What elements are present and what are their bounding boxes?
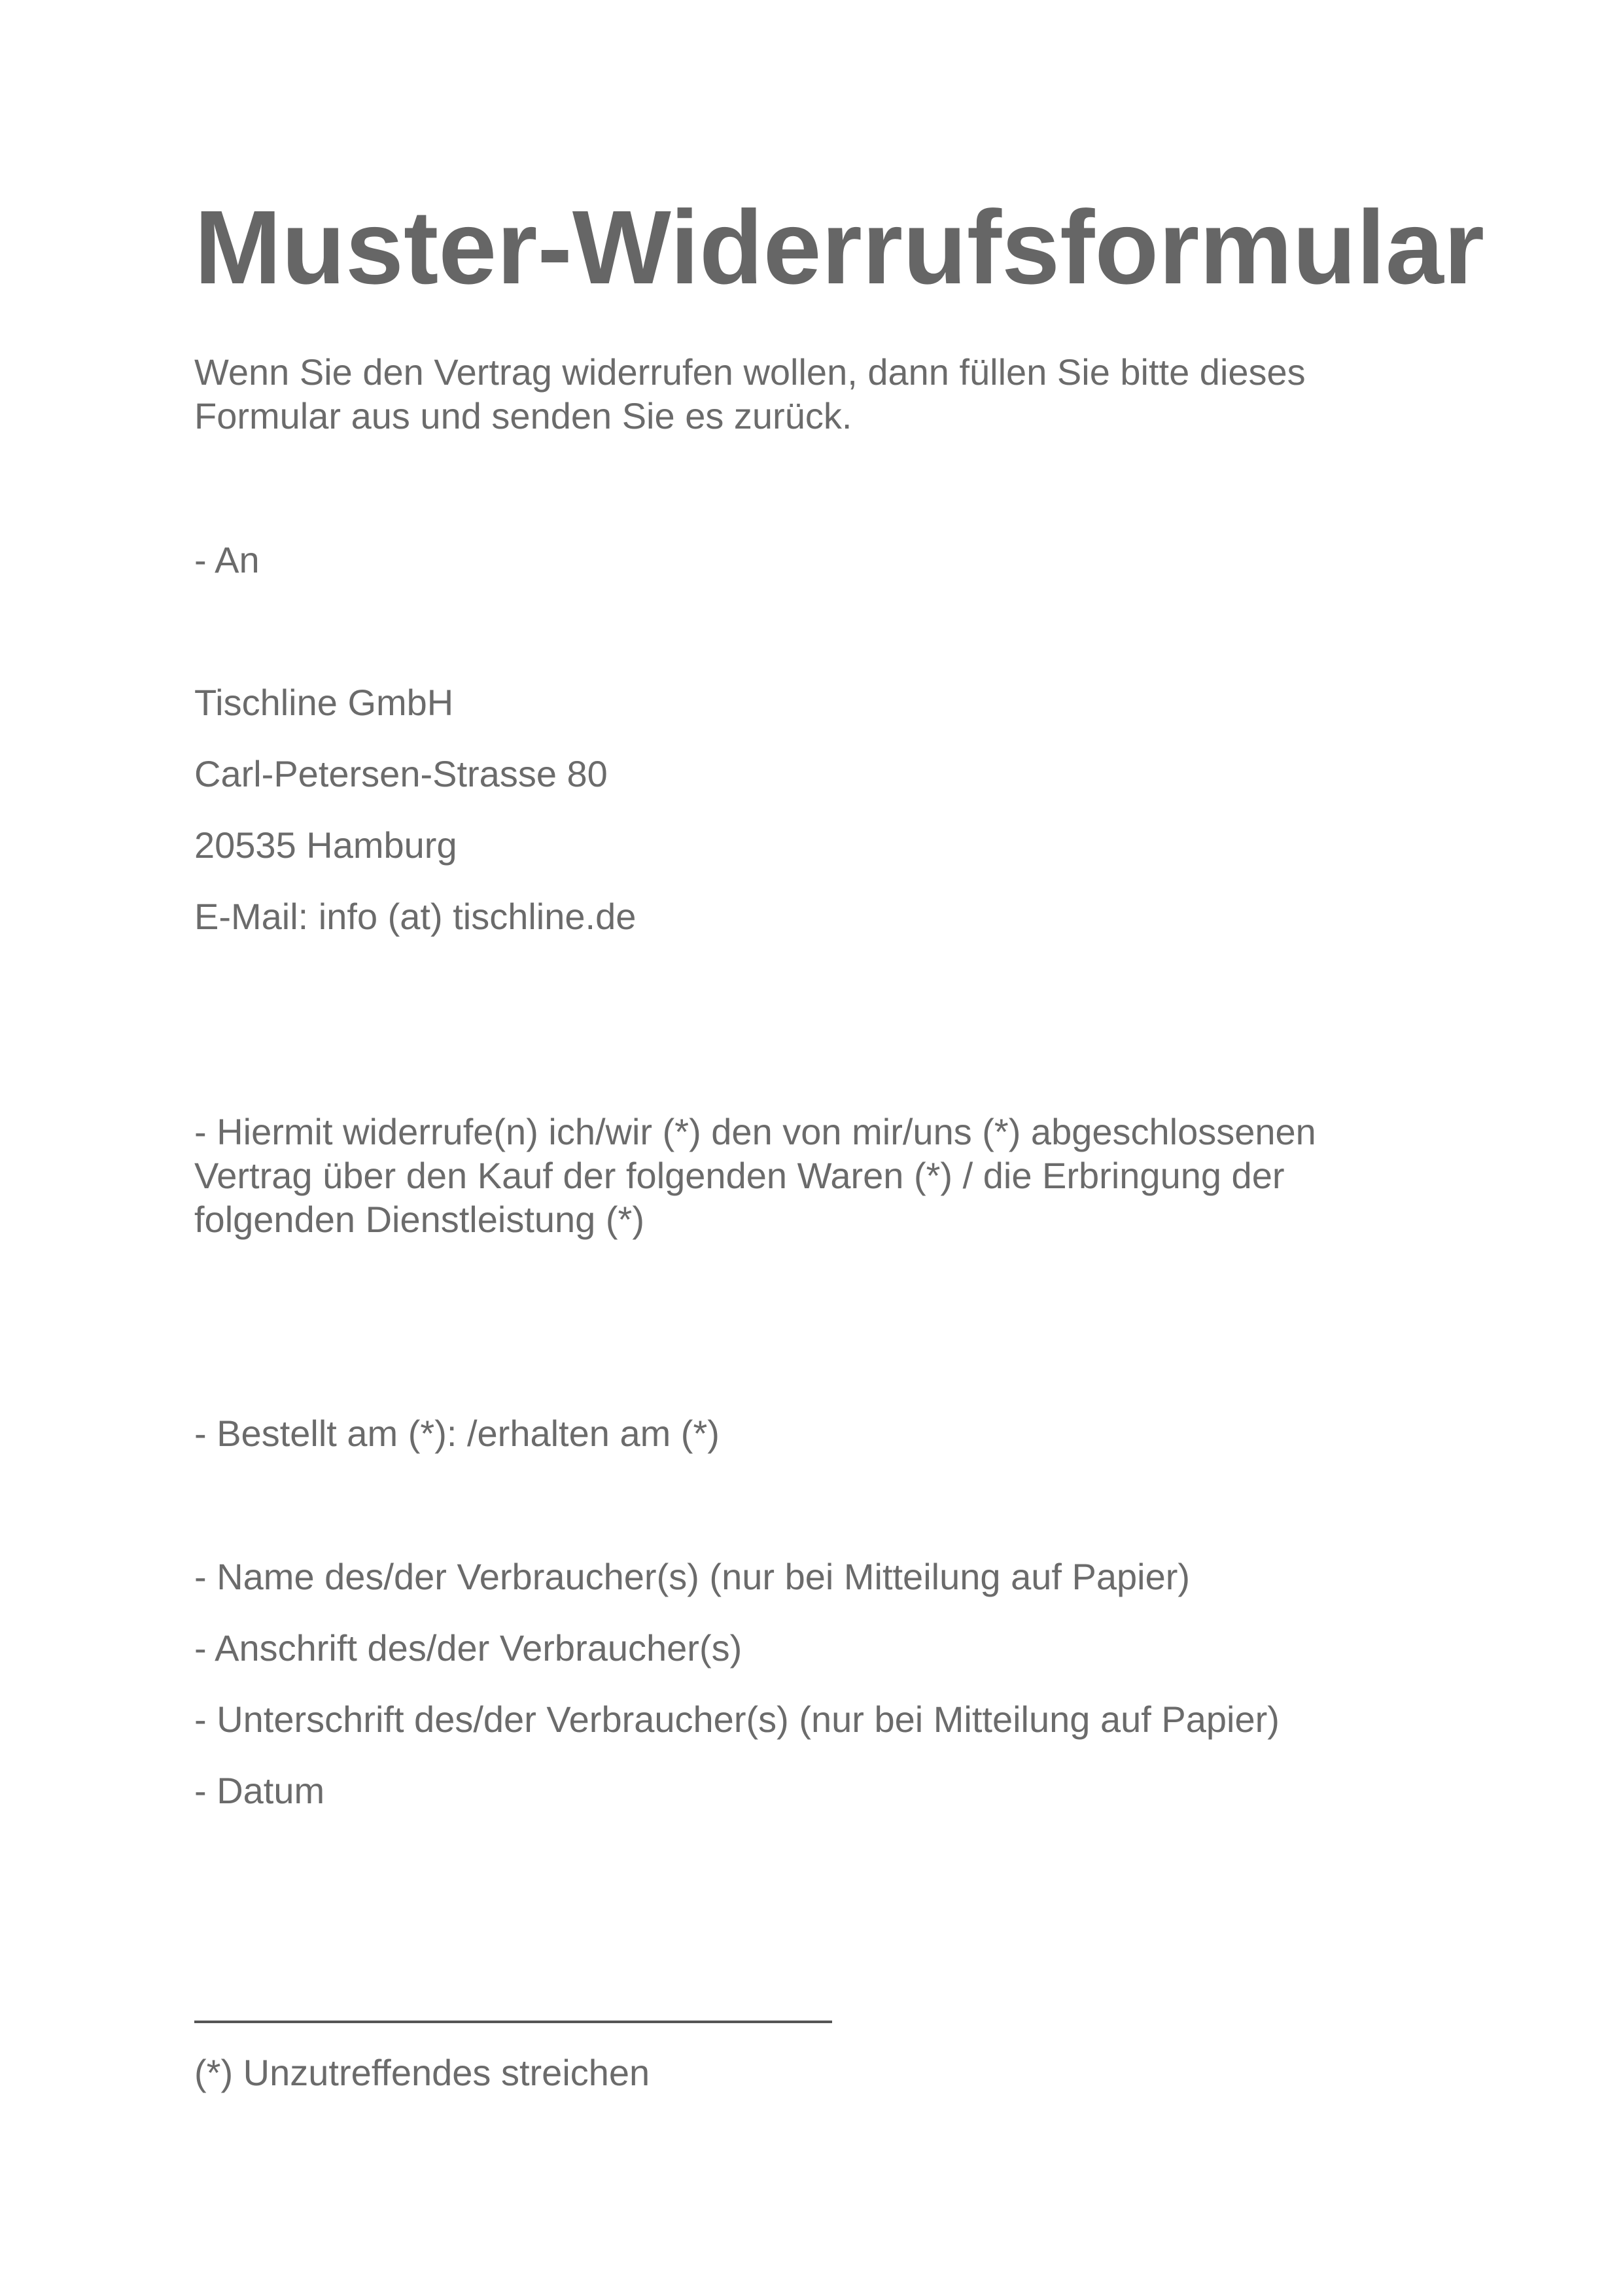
consumer-name-field: - Name des/der Verbraucher(s) (nur bei Mitteilung auf Papier) [194, 1556, 1191, 1597]
consumer-address-field: - Anschrift des/der Verbraucher(s) [194, 1627, 742, 1669]
date-field: - Datum [194, 1770, 325, 1811]
to-label: - An [194, 539, 260, 580]
recipient-company: Tischline GmbH [194, 682, 454, 723]
intro-line-1: Wenn Sie den Vertrag widerrufen wollen, dann füllen Sie bitte dieses [194, 351, 1306, 393]
consumer-signature-field: - Unterschrift des/der Verbraucher(s) (nur bei Mitteilung auf Papier) [194, 1699, 1280, 1740]
recipient-street: Carl-Petersen-Strasse 80 [194, 753, 608, 794]
intro-line-2: Formular aus und senden Sie es zurück. [194, 395, 852, 436]
revocation-line-1: - Hiermit widerrufe(n) ich/wir (*) den von mir/uns (*) abgeschlossenen [194, 1111, 1316, 1152]
revocation-line-3: folgenden Dienstleistung (*) [194, 1199, 644, 1240]
recipient-email: E-Mail: info (at) tischline.de [194, 896, 637, 937]
ordered-received-line: - Bestellt am (*): /erhalten am (*) [194, 1413, 720, 1454]
footnote-divider [194, 2021, 832, 2023]
footnote: (*) Unzutreffendes streichen [194, 2052, 650, 2093]
page-title: Muster-Widerrufsformular [194, 188, 1485, 306]
recipient-city: 20535 Hamburg [194, 824, 457, 866]
revocation-line-2: Vertrag über den Kauf der folgenden Waren (*) / die Erbringung der [194, 1155, 1285, 1196]
